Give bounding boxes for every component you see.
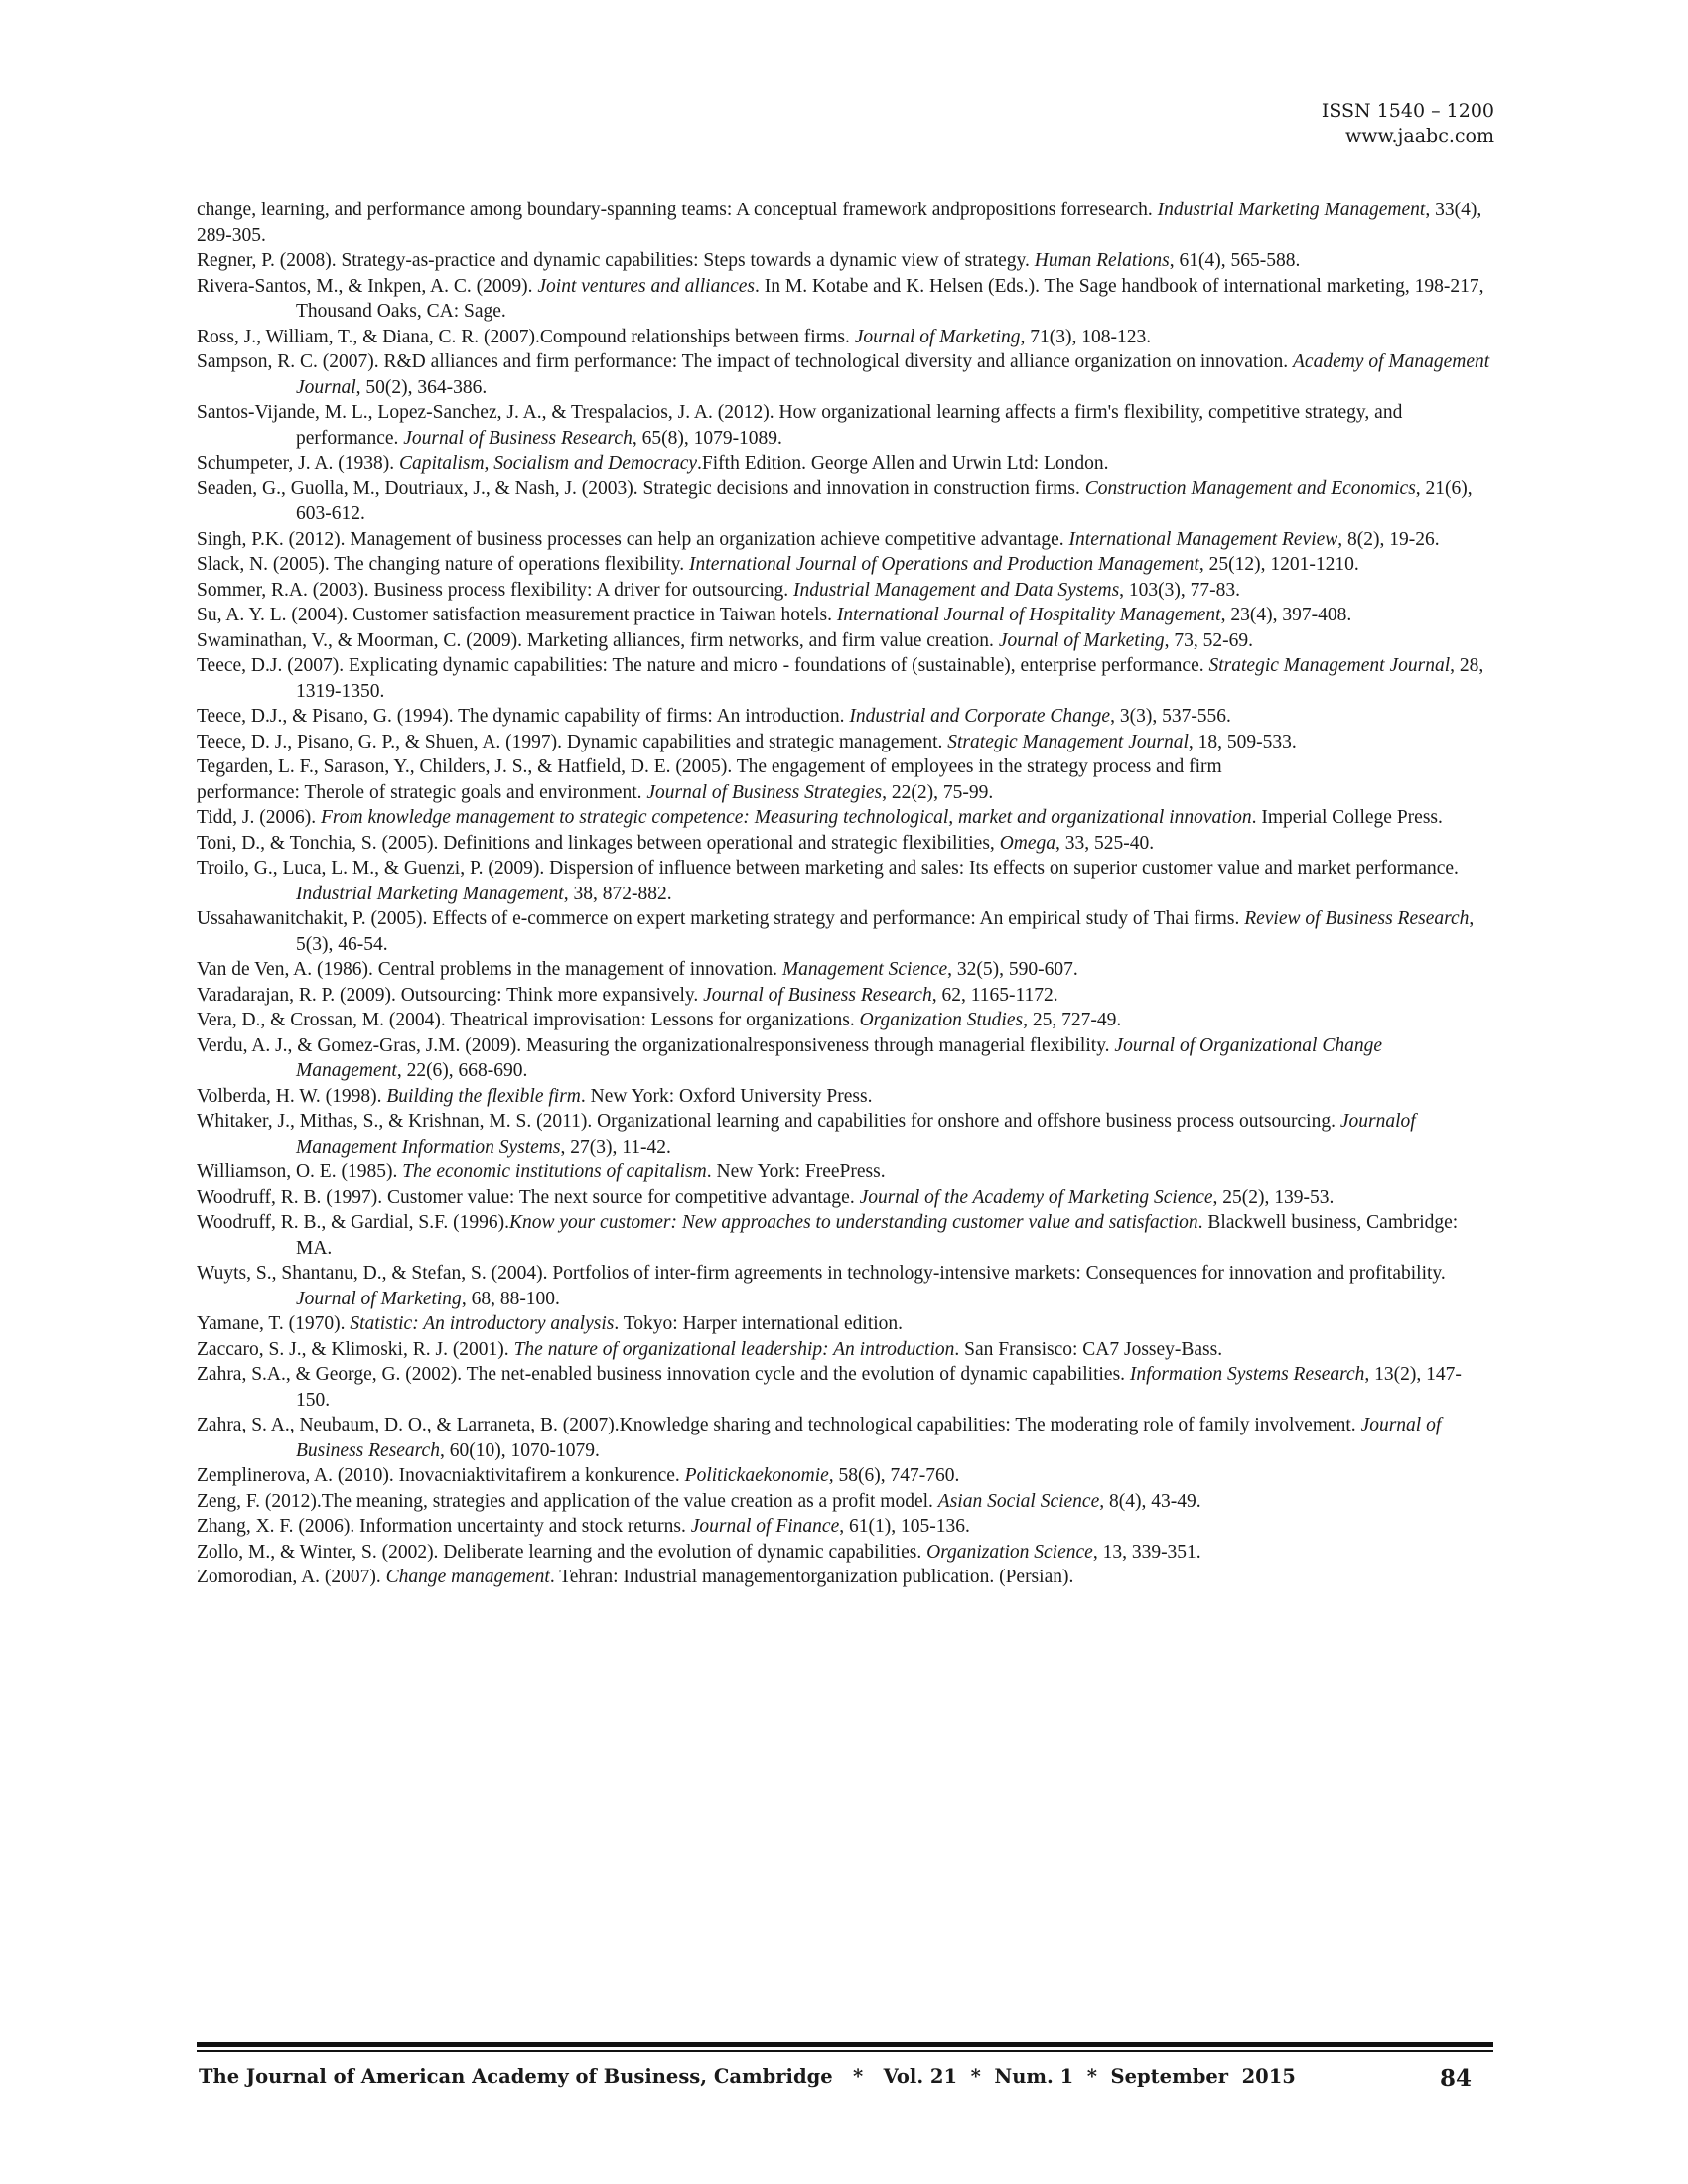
reference-text: Zhang, X. F. (2006). Information uncertainty and stock returns. <box>197 1516 691 1537</box>
reference-source-title: Building the flexible firm <box>386 1085 581 1107</box>
reference-text: , 33(4), 289-305. <box>197 200 1482 246</box>
reference-entry <box>197 805 1490 831</box>
reference-text: . Tehran: Industrial managementorganization publication. (Persian). <box>549 1567 1074 1587</box>
reference-entry <box>197 274 1490 325</box>
reference-text: , 38, 872-882. <box>563 883 672 904</box>
reference-text: , 25, 727-49. <box>1023 1010 1122 1030</box>
footer-rule-thin <box>197 2050 1493 2052</box>
reference-text: . Tokyo: Harper international edition. <box>614 1313 904 1334</box>
reference-text: , 27(3), 11-42. <box>560 1136 671 1158</box>
reference-text: Woodruff, R. B. (1997). Customer value: The next source for competitive advantage. <box>197 1186 860 1208</box>
reference-entry <box>197 704 1490 730</box>
reference-source-title: International Journal of Hospitality Management <box>836 605 1221 625</box>
reference-source-title: Journalof Management Information Systems <box>296 1111 1416 1158</box>
reference-text: Van de Ven, A. (1986). Central problems in the management of innovation. <box>197 959 782 980</box>
reference-text: Zahra, S.A., & George, G. (2002). The net-enabled business innovation cycle and the evolution of dynamic capabilities. <box>197 1364 1130 1385</box>
reference-source-title: Construction Management and Economics <box>1084 478 1416 499</box>
reference-text: Volberda, H. W. (1998). <box>197 1085 387 1107</box>
reference-text: Yamane, T. (1970). <box>197 1313 351 1334</box>
reference-entry <box>197 754 1490 780</box>
reference-text: , 3(3), 537-556. <box>1110 706 1231 727</box>
reference-text: , 32(5), 590-607. <box>947 959 1078 980</box>
reference-text: Verdu, A. J., & Gomez-Gras, J.M. (2009). Measuring the organizationalresponsiveness through managerial flexibility. <box>197 1034 1115 1056</box>
reference-entry <box>197 1514 1490 1540</box>
reference-entry <box>197 603 1490 628</box>
reference-text: Swaminathan, V., & Moorman, C. (2009). Marketing alliances, firm networks, and firm value creation. <box>197 629 999 651</box>
reference-text: .Fifth Edition. George Allen and Urwin Ltd: London. <box>697 453 1109 474</box>
reference-source-title: Asian Social Science, <box>937 1490 1105 1512</box>
reference-text: , 13, 339-351. <box>1092 1541 1201 1563</box>
reference-text: Tegarden, L. F., Sarason, Y., Childers, J. S., & Hatfield, D. E. (2005). The engagement of employees in the strategy process and firm <box>197 756 1222 777</box>
reference-text: Teece, D.J., & Pisano, G. (1994). The dynamic capability of firms: An introduction. <box>197 706 850 727</box>
reference-entry <box>197 730 1490 755</box>
reference-source-title: Change management <box>385 1567 550 1587</box>
reference-source-title: Human Relations <box>1034 250 1170 271</box>
reference-text: , 50(2), 364-386. <box>355 376 488 398</box>
reference-text: Slack, N. (2005). The changing nature of operations flexibility. <box>197 554 690 575</box>
reference-entry <box>197 1463 1490 1489</box>
reference-entry <box>197 983 1490 1009</box>
issn-label: ISSN 1540 – 1200 <box>1321 100 1494 122</box>
reference-entry <box>197 906 1490 957</box>
reference-source-title: Statistic: An introductory analysis <box>350 1313 615 1334</box>
reference-source-title: Organization Science <box>926 1541 1093 1563</box>
reference-text: Teece, D.J. (2007). Explicating dynamic capabilities: The nature and micro - foundations of (sustainable), enterprise performance. <box>197 655 1209 676</box>
reference-source-title: Industrial and Corporate Change <box>849 706 1111 727</box>
reference-entry <box>197 1362 1490 1413</box>
footer-rule-thick <box>197 2042 1493 2047</box>
reference-source-title: Capitalism, Socialism and Democracy <box>398 453 698 474</box>
reference-text: . New York: Oxford University Press. <box>580 1085 873 1107</box>
reference-text: , 22(6), 668-690. <box>396 1060 528 1081</box>
reference-text: Troilo, G., Luca, L. M., & Guenzi, P. (2009). Dispersion of influence between marketing and sales: Its effects on superior customer value and market performance. <box>197 858 1459 879</box>
reference-source-title: The economic institutions of capitalism <box>402 1161 707 1182</box>
reference-entry <box>197 552 1490 578</box>
reference-text: Zollo, M., & Winter, S. (2002). Deliberate learning and the evolution of dynamic capabilities. <box>197 1541 927 1563</box>
reference-text: 58(6), 747-760. <box>833 1465 960 1486</box>
reference-source-title: Journal of Finance <box>690 1516 840 1537</box>
reference-entry <box>197 831 1490 857</box>
reference-text: . New York: FreePress. <box>706 1161 886 1182</box>
reference-source-title: Strategic Management Journal <box>1208 655 1451 676</box>
reference-entry <box>197 653 1490 704</box>
reference-text: , 71(3), 108-123. <box>1020 326 1152 347</box>
reference-entry <box>197 1261 1490 1311</box>
reference-entry <box>197 1008 1490 1033</box>
reference-source-title: Review of Business Research <box>1244 908 1470 929</box>
reference-text: Regner, P. (2008). Strategy-as-practice and dynamic capabilities: Steps towards a dynamic view of strategy. <box>197 250 1035 271</box>
reference-text: Schumpeter, J. A. (1938). <box>197 453 399 474</box>
reference-text: performance: Therole of strategic goals and environment. <box>197 781 647 803</box>
page-header <box>1322 99 1494 149</box>
reference-text: Zemplinerova, A. (2010). Inovacniaktivitafirem a konkurence. <box>197 1465 685 1486</box>
website-label: www.jaabc.com <box>1344 125 1494 147</box>
reference-text: , 65(8), 1079-1089. <box>632 427 782 449</box>
reference-source-title: Journal of Marketing <box>296 1288 462 1309</box>
reference-text: Zahra, S. A., Neubaum, D. O., & Larraneta, B. (2007).Knowledge sharing and technological capabilities: The moderating role of family involvement. <box>197 1415 1361 1435</box>
reference-source-title: Omega <box>999 832 1056 854</box>
reference-text: Woodruff, R. B., & Gardial, S.F. (1996). <box>197 1212 509 1233</box>
reference-text: , 18, 509-533. <box>1188 731 1297 752</box>
reference-source-title: Strategic Management Journal <box>947 731 1189 752</box>
reference-text: Zeng, F. (2012).The meaning, strategies and application of the value creation as a profit model. <box>197 1490 938 1512</box>
reference-text: Varadarajan, R. P. (2009). Outsourcing: Think more expansively. <box>197 984 704 1006</box>
reference-text: 8(4), 43-49. <box>1104 1490 1201 1512</box>
reference-source-title: International Management Review <box>1068 528 1338 550</box>
reference-entry <box>197 477 1490 527</box>
reference-list <box>197 198 1490 1590</box>
reference-entry <box>197 1489 1490 1515</box>
reference-entry <box>197 1084 1490 1110</box>
reference-text: Rivera-Santos, M., & Inkpen, A. C. (2009). <box>197 275 538 297</box>
reference-source-title: Journal of Business Research <box>403 427 633 449</box>
reference-entry <box>197 198 1490 248</box>
reference-source-title: Industrial Management and Data Systems <box>792 579 1120 601</box>
reference-entry <box>197 1565 1490 1590</box>
reference-source-title: Journal of Business Research <box>703 984 932 1006</box>
reference-entry <box>197 451 1490 477</box>
reference-text: Santos-Vijande, M. L., Lopez-Sanchez, J. A., & Trespalacios, J. A. (2012). How organizational learning affects a firm's flexibility, competitive strategy, and performance. <box>197 402 1403 449</box>
reference-source-title: The nature of organizational leadership: An introduction <box>513 1338 955 1360</box>
reference-text: Wuyts, S., Shantanu, D., & Stefan, S. (2004). Portfolios of inter-firm agreements in technology-intensive markets: Consequences for innovation and profitability. <box>197 1263 1446 1284</box>
reference-source-title: Industrial Marketing Management <box>296 883 564 904</box>
reference-text: , 73, 52-69. <box>1164 629 1253 651</box>
reference-source-title: Journal of the Academy of Marketing Science <box>859 1186 1213 1208</box>
reference-text: Zaccaro, S. J., & Klimoski, R. J. (2001). <box>197 1338 514 1360</box>
reference-text: , 25(2), 139-53. <box>1212 1186 1335 1208</box>
reference-entry <box>197 400 1490 451</box>
reference-text: Ussahawanitchakit, P. (2005). Effects of e-commerce on expert marketing strategy and performance: An empirical study of Thai firms. <box>197 908 1245 929</box>
reference-text: , 62, 1165-1172. <box>931 984 1058 1006</box>
reference-source-title: Information Systems Research <box>1129 1364 1365 1385</box>
reference-entry <box>197 248 1490 274</box>
reference-text: Teece, D. J., Pisano, G. P., & Shuen, A. (1997). Dynamic capabilities and strategic management. <box>197 731 948 752</box>
reference-text: Ross, J., William, T., & Diana, C. R. (2007).Compound relationships between firms. <box>197 326 855 347</box>
reference-entry <box>197 1337 1490 1363</box>
reference-source-title: Journal of Marketing <box>998 629 1165 651</box>
reference-text: , 8(2), 19-26. <box>1337 528 1440 550</box>
reference-text: , 60(10), 1070-1079. <box>439 1439 600 1461</box>
reference-text: Sommer, R.A. (2003). Business process flexibility: A driver for outsourcing. <box>197 579 793 601</box>
reference-source-title: Management Science <box>781 959 948 980</box>
reference-text: , 21(6), 603-612. <box>296 478 1473 524</box>
reference-text: Toni, D., & Tonchia, S. (2005). Definitions and linkages between operational and strategic flexibilities, <box>197 832 1000 854</box>
reference-entry <box>197 1540 1490 1566</box>
reference-text: Vera, D., & Crossan, M. (2004). Theatrical improvisation: Lessons for organizations. <box>197 1010 860 1030</box>
reference-entry <box>197 1413 1490 1463</box>
reference-text: , 33, 525-40. <box>1055 832 1155 854</box>
reference-text: . Blackwell business, Cambridge: MA. <box>296 1212 1459 1259</box>
reference-text: Tidd, J. (2006). <box>197 807 321 828</box>
reference-text: Whitaker, J., Mithas, S., & Krishnan, M. S. (2011). Organizational learning and capabilities for onshore and offshore business process outsourcing. <box>197 1111 1340 1132</box>
reference-source-title: Journal of Business Research <box>296 1415 1442 1461</box>
reference-source-title: From knowledge management to strategic competence: Measuring technological, market and organizational innovation <box>320 807 1252 828</box>
reference-source-title: Journal of Business Strategies <box>646 781 883 803</box>
reference-text: Singh, P.K. (2012). Management of business processes can help an organization achieve competitive advantage. <box>197 528 1069 550</box>
reference-text: Sampson, R. C. (2007). R&D alliances and firm performance: The impact of technological diversity and alliance organization on innovation. <box>197 351 1293 372</box>
reference-text: change, learning, and performance among boundary-spanning teams: A conceptual framework andpropositions forresearch. <box>197 200 1158 220</box>
reference-text: . San Fransisco: CA7 Jossey-Bass. <box>954 1338 1223 1360</box>
reference-source-title: International Journal of Operations and Production Management <box>689 554 1199 575</box>
reference-entry <box>197 1311 1490 1337</box>
reference-entry <box>197 628 1490 654</box>
reference-entry <box>197 856 1490 906</box>
reference-entry <box>197 527 1490 553</box>
reference-entry <box>197 1033 1490 1084</box>
reference-entry <box>197 349 1490 400</box>
reference-entry <box>197 1210 1490 1261</box>
reference-text: , 61(1), 105-136. <box>839 1516 970 1537</box>
journal-citation-line: The Journal of American Academy of Business, Cambridge * Vol. 21 * Num. 1 * September 2015 <box>199 2065 1296 2088</box>
reference-text: , 103(3), 77-83. <box>1119 579 1241 601</box>
reference-text: , 22(2), 75-99. <box>882 781 994 803</box>
reference-entry <box>197 1160 1490 1185</box>
reference-entry <box>197 1109 1490 1160</box>
reference-text: , 25(12), 1201-1210. <box>1198 554 1359 575</box>
reference-text: , 61(4), 565-588. <box>1169 250 1301 271</box>
reference-source-title: Know your customer: New approaches to understanding customer value and satisfaction <box>509 1212 1198 1233</box>
reference-text: Williamson, O. E. (1985). <box>197 1161 403 1182</box>
reference-entry <box>197 1185 1490 1211</box>
footer-rule <box>197 2042 1493 2052</box>
reference-source-title: Industrial Marketing Management <box>1157 200 1426 220</box>
reference-entry <box>197 325 1490 350</box>
reference-entry <box>197 957 1490 983</box>
reference-text: . In M. Kotabe and K. Helsen (Eds.). The Sage handbook of international marketing, 198-217, Thousand Oaks, CA: Sage. <box>296 275 1484 322</box>
reference-text: , 28, 1319-1350. <box>296 655 1484 702</box>
reference-text: , 13(2), 147-150. <box>296 1364 1462 1411</box>
reference-source-title: Journal of Marketing <box>854 326 1021 347</box>
page-number: 84 <box>1439 2065 1472 2092</box>
reference-source-title: Academy of Management Journal <box>296 351 1490 398</box>
reference-entry <box>197 780 1490 806</box>
reference-entry <box>197 578 1490 604</box>
reference-text: Su, A. Y. L. (2004). Customer satisfaction measurement practice in Taiwan hotels. <box>197 605 837 625</box>
reference-source-title: Organization Studies <box>859 1010 1024 1030</box>
reference-text: , 5(3), 46-54. <box>296 908 1475 955</box>
reference-text: , 23(4), 397-408. <box>1220 605 1352 625</box>
reference-source-title: Joint ventures and alliances <box>537 275 755 297</box>
reference-text: , 68, 88-100. <box>461 1288 560 1309</box>
reference-text: Zomorodian, A. (2007). <box>197 1567 386 1587</box>
reference-text: . Imperial College Press. <box>1251 807 1443 828</box>
reference-text: Seaden, G., Guolla, M., Doutriaux, J., & Nash, J. (2003). Strategic decisions and innovation in construction firms. <box>197 478 1085 499</box>
reference-source-title: Journal of Organizational Change Management <box>296 1034 1382 1081</box>
reference-source-title: Politickaekonomie, <box>684 1465 834 1486</box>
